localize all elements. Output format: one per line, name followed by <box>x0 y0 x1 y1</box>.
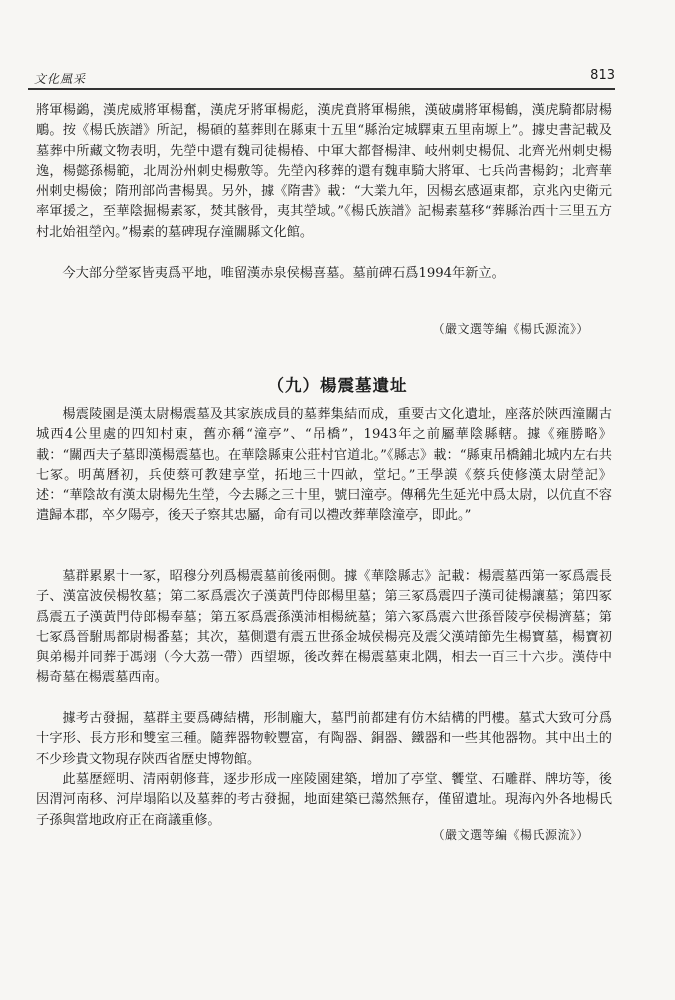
paragraph-restoration: 此墓歷經明、清兩朝修葺，逐步形成一座陵園建築，增加了亭堂、饗堂、石雕群、牌坊等，後因渭河南移、河岸塌陷以及墓葬的考古發掘，地面建築已蕩然無存，僅留遺址。現海內外各地楊氏子孫與當地政府正在商議重修。 <box>36 772 612 828</box>
running-header <box>28 66 615 90</box>
source-citation-2: （嚴文選等編《楊氏源流》） <box>432 828 589 842</box>
paragraph-tomb-layout: 墓群累累十一冢，昭穆分列爲楊震墓前後兩側。據《華陰縣志》記載：楊震墓西第一冢爲震長子、漢富波侯楊牧墓；第二冢爲震次子漢黃門侍郎楊里墓；第三冢爲震四子漢司徒楊讓墓；第四冢爲震五子漢黃門侍郎楊奉墓；第五冢爲震孫漢沛相楊統墓；第六冢爲震六世孫晉陵亭侯楊濟墓；第七冢爲晉駙馬都尉楊番墓；其次，墓側還有震五世孫金城侯楊亮及震父漢靖節先生楊寶墓，楊寶初與弟楊并同葬于馮翊（今大荔一帶）西望塬，後改葬在楊震墓東北隅，相去一百三十六步。漢侍中楊奇墓在楊震墓西南。 <box>36 569 612 686</box>
paragraph-continued: 將軍楊鷁，漢虎威將軍楊奮，漢虎牙將軍楊彪，漢虎賁將軍楊熊，漢破虜將軍楊鶴，漢虎騎都尉楊鵰。按《楊氏族譜》所記，楊碩的墓葬則在縣東十五里“縣治定城驛東五里南塬上”。據史書記載及墓葬中所藏文物表明，先塋中還有魏司徒楊椿、中軍大都督楊津、岐州刺史楊侃、北齊光州刺史楊逸，楊懿孫楊範，北周汾州刺史楊敷等。先塋內移葬的還有魏車騎大將軍、七兵尚書楊鈞；北齊華州刺史楊儉；隋刑部尚書楊異。另外，據《隋書》載：“大業九年，因楊玄感逼東都，京兆內史衛元率軍援之，至華陰掘楊素冢，焚其骸骨，夷其塋域。”《楊氏族譜》記楊素墓移“葬縣治西十三里五方村北始祖塋內。”楊素的墓碑現存潼關縣文化館。 <box>36 103 612 240</box>
paragraph-tomb-overview: 楊震陵園是漢太尉楊震墓及其家族成員的墓葬集結而成，重要古文化遺址，座落於陝西潼關古城西4公里處的四知村東，舊亦稱“潼亭”、“吊橋”，1943年之前屬華陰縣轄。據《雍勝略》載：“關西夫子墓即漢楊震墓也。在華陰縣東公莊村官道北。”《縣志》載：“縣東吊橋鋪北城内左右共七冢。明萬曆初，兵使蔡可教建享堂，拓地三十四畝，堂圮。”王學謨《蔡兵使修漢太尉塋記》述：“華陰故有漢太尉楊先生塋，今去縣之三十里，號曰潼亭。傳稱先生延光中爲太尉，以伉直不容遣歸本郡，卒夕陽亭，後天子察其忠屬，命有司以禮改葬華陰潼亭，即此。” <box>36 407 612 524</box>
paragraph-excavation: 據考古發掘，墓群主要爲磚結構，形制龐大，墓門前都建有仿木結構的門樓。墓式大致可分爲十字形、長方形和雙室三種。隨葬器物較豐富，有陶器、銅器、鐵器和一些其他器物。其中出土的不少珍貴文物現存陝西省歷史博物館。 <box>36 711 612 767</box>
page-number: 813 <box>590 68 615 83</box>
section-heading: （九）楊震墓遺址 <box>267 376 408 395</box>
paragraph-burial-status: 今大部分塋冢皆夷爲平地，唯留漢赤泉侯楊喜墓。墓前碑石爲1994年新立。 <box>62 266 505 281</box>
source-citation-1: （嚴文選等編《楊氏源流》） <box>432 322 589 336</box>
section-title: 文化風采 <box>34 72 87 86</box>
